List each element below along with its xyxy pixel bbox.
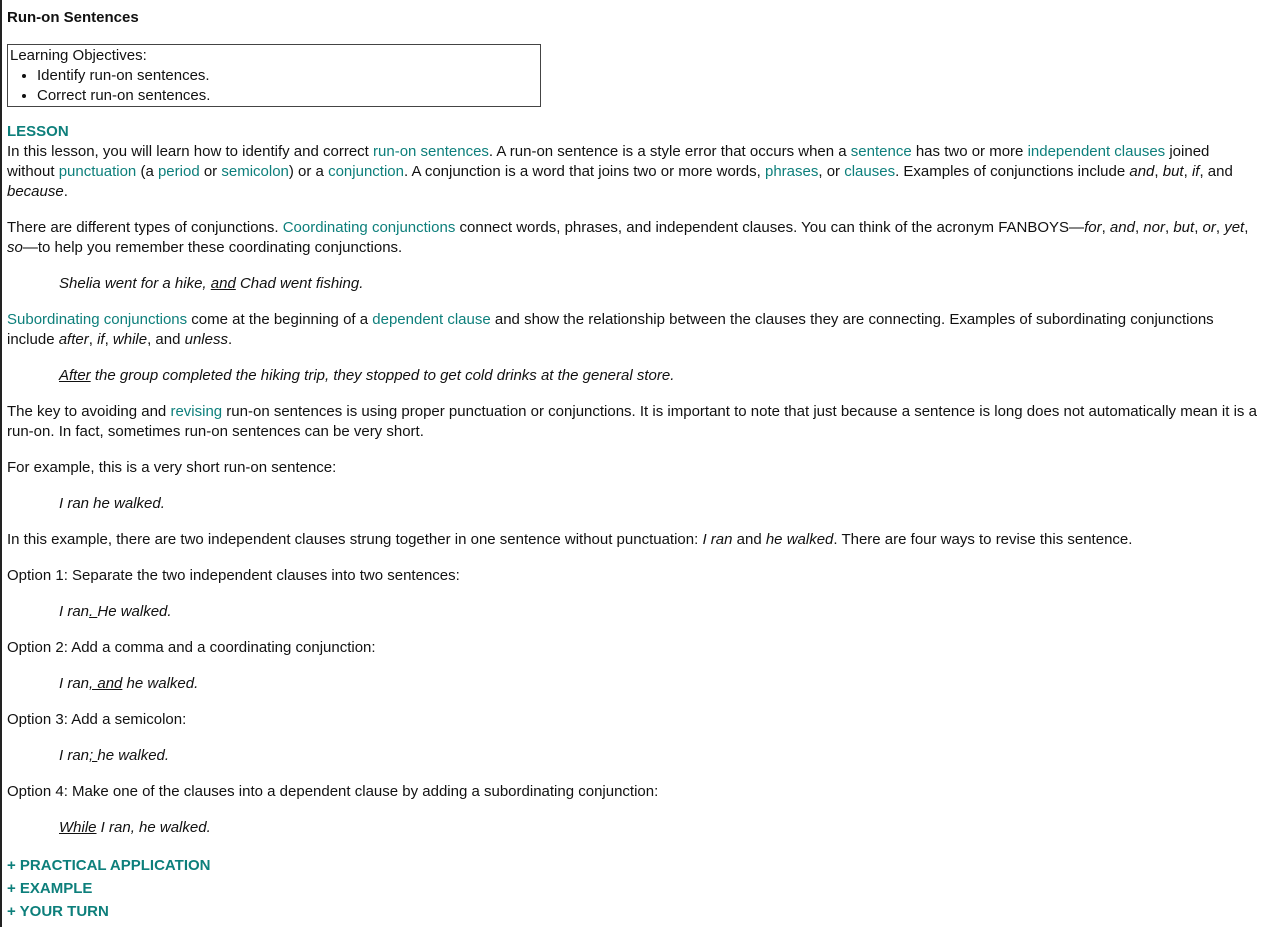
emphasis: because	[7, 183, 64, 200]
text: —to help you remember these coordinating conjunctions.	[22, 239, 403, 256]
text: I ran, he walked.	[96, 819, 211, 836]
example-toggle[interactable]: + EXAMPLE	[7, 880, 93, 897]
link-punctuation[interactable]: punctuation	[58, 163, 137, 180]
link-subordinating-conjunctions[interactable]: Subordinating conjunctions	[7, 311, 188, 328]
text: come at the beginning of a	[187, 311, 373, 328]
text: I ran	[59, 603, 90, 620]
text: I ran	[59, 675, 90, 692]
emphasis: and	[1129, 163, 1155, 180]
link-coordinating-conjunctions[interactable]: Coordinating conjunctions	[282, 219, 456, 236]
text: I ran	[59, 747, 90, 764]
emphasis: so	[7, 239, 23, 256]
example-sentence	[59, 274, 1257, 294]
emphasis: he walked	[765, 531, 834, 548]
key-paragraph	[7, 402, 1257, 442]
option-4: Option 4: Make one of the clauses into a dependent clause by adding a subordinating conjunction:	[7, 783, 659, 800]
example-sentence	[59, 674, 1257, 694]
text: the group completed the hiking trip, they stopped to get cold drinks at the general store.	[90, 367, 675, 384]
objectives-list	[10, 66, 538, 106]
underlined-word: After	[59, 367, 91, 384]
text: There are different types of conjunctions.	[7, 219, 283, 236]
link-clauses[interactable]: clauses	[844, 163, 896, 180]
text: In this example, there are two independent clauses strung together in one sentence without punctuation:	[7, 531, 703, 548]
lesson-heading: LESSON	[7, 123, 69, 140]
short-example-intro: For example, this is a very short run-on sentence:	[7, 459, 337, 476]
text: or	[199, 163, 222, 180]
text: ,	[1183, 163, 1192, 180]
page-title: Run-on Sentences	[7, 9, 139, 26]
coordinating-paragraph: There are different types of conjunctions. Coordinating conjunctions connect words, phrases, and independent clauses. You can think of the acronym FANBOYS—for, and, nor, but, or, yet, so—to help you remember these coordinating conjunctions.	[7, 219, 1249, 256]
emphasis: yet	[1224, 219, 1245, 236]
link-phrases[interactable]: phrases	[764, 163, 819, 180]
underlined-word: While	[59, 819, 97, 836]
emphasis: if	[97, 331, 105, 348]
text: and	[732, 531, 766, 548]
text: connect words, phrases, and independent clauses. You can think of the acronym FANBOYS—	[455, 219, 1085, 236]
underlined-word: and	[210, 275, 236, 292]
link-semicolon[interactable]: semicolon	[221, 163, 289, 180]
text: (a	[136, 163, 158, 180]
emphasis: or	[1202, 219, 1216, 236]
emphasis: while	[112, 331, 148, 348]
text: . A run-on sentence is a style error that occurs when a	[488, 143, 851, 160]
emphasis: but	[1173, 219, 1195, 236]
text: . There are four ways to revise this sentence.	[833, 531, 1133, 548]
practical-application-toggle[interactable]: + PRACTICAL APPLICATION	[7, 857, 211, 874]
text: The key to avoiding and	[7, 403, 171, 420]
example-sentence	[59, 746, 1257, 766]
intro-paragraph	[7, 142, 1257, 202]
emphasis: but	[1162, 163, 1184, 180]
objective-item: • Identify run-on sentences.	[37, 66, 538, 86]
underlined-word: ;	[89, 747, 98, 764]
text: , or	[818, 163, 845, 180]
objective-item: • Correct run-on sentences.	[37, 86, 538, 106]
link-conjunction[interactable]: conjunction	[328, 163, 404, 180]
text: .	[63, 183, 68, 200]
emphasis: after	[58, 331, 89, 348]
text: run-on sentences is using proper punctuation or conjunctions. It is important to note that just because a sentence is long does not automatically mean it is a run-on. In fact, sometimes run-on sentences can be very short.	[7, 403, 1257, 440]
explanation-paragraph	[7, 530, 1257, 550]
example-sentence	[59, 366, 1257, 386]
link-period[interactable]: period	[157, 163, 200, 180]
text: and show the relationship between the clauses they are connecting. Examples of subordinating conjunctions include	[7, 311, 1214, 348]
expander-list	[7, 854, 1257, 923]
objectives-heading: Learning Objectives:	[10, 47, 147, 64]
lesson-content	[7, 8, 1257, 923]
text: .	[227, 331, 233, 348]
example-sentence	[59, 602, 1257, 622]
example-sentence	[59, 818, 1257, 838]
text: , and	[147, 331, 185, 348]
underlined-word: .	[89, 603, 98, 620]
option-3: Option 3: Add a semicolon:	[7, 711, 187, 728]
underlined-word: , and	[89, 675, 123, 692]
link-sentence[interactable]: sentence	[850, 143, 912, 160]
emphasis: nor	[1143, 219, 1165, 236]
text: Chad went fishing.	[235, 275, 364, 292]
text: . Examples of conjunctions include	[895, 163, 1130, 180]
example-sentence: I ran he walked.	[59, 495, 165, 512]
emphasis: for	[1084, 219, 1102, 236]
your-turn-toggle[interactable]: + YOUR TURN	[7, 903, 109, 920]
text: In this lesson, you will learn how to identify and correct	[7, 143, 374, 160]
text: joined without	[7, 143, 1210, 180]
text: he walked.	[97, 747, 170, 764]
text: he walked.	[122, 675, 199, 692]
text: ) or a	[288, 163, 329, 180]
text: ,	[1154, 163, 1163, 180]
link-dependent-clause[interactable]: dependent clause	[372, 311, 491, 328]
left-border	[0, 0, 2, 927]
emphasis: and	[1109, 219, 1135, 236]
option-2: Option 2: Add a comma and a coordinating conjunction:	[7, 639, 376, 656]
emphasis: I ran	[702, 531, 733, 548]
option-1: Option 1: Separate the two independent clauses into two sentences:	[7, 567, 460, 584]
subordinating-paragraph: Subordinating conjunctions come at the beginning of a dependent clause and show the relationship between the clauses they are connecting. Examples of subordinating conjunctions include after, if, while, and unless.	[7, 311, 1214, 348]
learning-objectives-box	[7, 44, 541, 107]
emphasis: unless	[184, 331, 228, 348]
text: Shelia went for a hike,	[59, 275, 211, 292]
link-independent-clauses[interactable]: independent clauses	[1027, 143, 1166, 160]
text: . A conjunction is a word that joins two or more words,	[403, 163, 765, 180]
link-run-on-sentences[interactable]: run-on sentences	[373, 143, 489, 160]
link-revising[interactable]: revising	[170, 403, 223, 420]
text: He walked.	[97, 603, 172, 620]
text: , and	[1199, 163, 1233, 180]
text: has two or more	[911, 143, 1028, 160]
emphasis: if	[1191, 163, 1200, 180]
